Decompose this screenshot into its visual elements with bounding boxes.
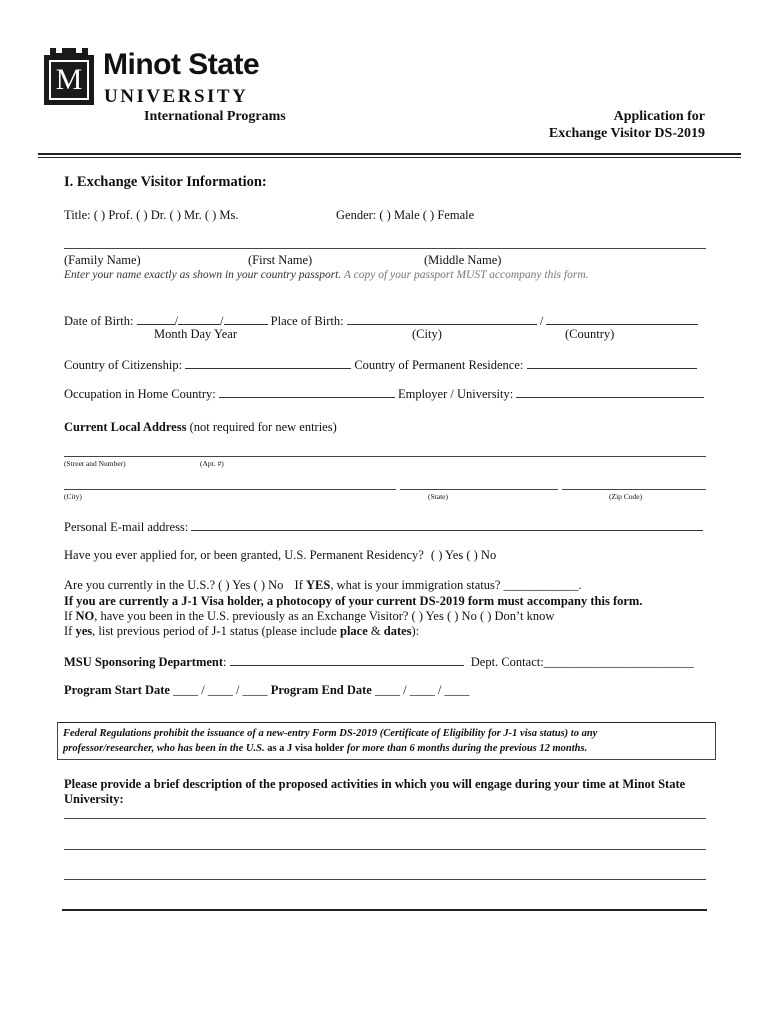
street-line[interactable] (64, 456, 706, 457)
email-field[interactable] (191, 519, 703, 531)
logo-name: Minot State (103, 48, 260, 81)
name-note: Enter your name exactly as shown in your country passport. (64, 269, 342, 281)
dept-contact-field[interactable]: Dept. Contact:________________________ (470, 655, 694, 669)
citizenship-label: Country of Citizenship: (64, 358, 183, 372)
description-prompt-2: University: (64, 792, 124, 806)
previous-period-row: If yes, list previous period of J-1 status (please include place & dates): (64, 624, 420, 638)
gender-options[interactable]: Gender: ( ) Male ( ) Female (336, 208, 475, 222)
sponsoring-department-field[interactable] (230, 654, 464, 666)
us-row (64, 578, 582, 593)
program-end-label: Program End Date (270, 683, 372, 697)
passport-note: A copy of your passport MUST accompany this form. (343, 269, 589, 281)
address-label-note: (not required for new entries) (186, 420, 337, 434)
j1-holder-note: If you are currently a J-1 Visa holder, a photocopy of your current DS-2019 form must accompany this form. (64, 594, 643, 608)
employer-label: Employer / University: (397, 387, 514, 401)
university-logo (40, 45, 262, 107)
citizenship-row (64, 357, 697, 373)
title-options[interactable]: Title: ( ) Prof. ( ) Dr. ( ) Mr. ( ) Ms. (64, 208, 239, 222)
birth-country-field[interactable] (546, 313, 698, 325)
residence-field[interactable] (527, 357, 697, 369)
federal-regulations-notice (57, 722, 716, 760)
immigration-status[interactable]: If YES, what is your immigration status? ____________. (294, 578, 582, 592)
occupation-label: Occupation in Home Country: (64, 387, 216, 401)
apt-hint: (Apt. #) (200, 459, 224, 468)
state-hint: (State) (428, 492, 448, 501)
pr-row (64, 548, 496, 563)
occupation-field[interactable] (219, 386, 395, 398)
dob-year-field[interactable] (224, 313, 268, 325)
zip-hint: (Zip Code) (609, 492, 643, 501)
description-prompt-1: Please provide a brief description of the proposed activities in which you will engage during your time at Minot State (64, 777, 686, 791)
occupation-row (64, 386, 704, 402)
first-name-hint: (First Name) (248, 253, 313, 267)
program-end-field[interactable]: ____ / ____ / ____ (371, 683, 470, 697)
dob-label: Date of Birth: (64, 314, 134, 328)
notice-line-1: Federal Regulations prohibit the issuance of a new-entry Form DS-2019 (Certificate of Eligibility for J-1 visa status) to any (63, 728, 598, 739)
previous-exchange-row[interactable]: If NO, have you been in the U.S. previously as an Exchange Visitor? ( ) Yes ( ) No ( ) Don’t know (64, 609, 555, 623)
program-start-field[interactable]: ____ / ____ / ____ (169, 683, 271, 697)
citizenship-field[interactable] (185, 357, 351, 369)
logo-subtitle: UNIVERSITY (104, 86, 249, 107)
dob-day-field[interactable] (178, 313, 220, 325)
program-start-label: Program Start Date (64, 683, 170, 697)
pr-question: Have you ever applied for, or been granted, U.S. Permanent Residency? (64, 548, 424, 562)
header-divider (38, 153, 741, 158)
dob-month-field[interactable] (137, 313, 175, 325)
application-title-2: Exchange Visitor DS-2019 (548, 126, 705, 141)
employer-field[interactable] (516, 386, 704, 398)
description-line-1[interactable] (64, 818, 706, 819)
full-name-line[interactable] (64, 248, 706, 249)
logo-letter: M (55, 63, 83, 96)
family-name-hint: (Family Name) (64, 253, 141, 267)
place-label: Place of Birth: (270, 314, 344, 328)
address-label-bold: Current Local Address (64, 420, 187, 434)
in-us-question[interactable]: Are you currently in the U.S.? ( ) Yes ( ) No (64, 578, 284, 592)
department-row: MSU Sponsoring Department: Dept. Contact:________________________ (64, 655, 694, 669)
name-instruction (64, 269, 589, 281)
birth-city-field[interactable] (347, 313, 537, 325)
email-row (64, 519, 703, 535)
address-label (64, 420, 337, 435)
residence-label: Country of Permanent Residence: (354, 358, 524, 372)
description-line-2[interactable] (64, 849, 706, 850)
birth-city-hint: (City) (412, 327, 442, 341)
application-title-1: Application for (613, 109, 705, 124)
department-name: International Programs (144, 109, 286, 124)
notice-line-2: professor/researcher, who has been in the U.S. as a J visa holder for more than 6 months during the previous 12 months. (63, 743, 588, 754)
section-heading: I. Exchange Visitor Information: (64, 174, 267, 190)
sponsoring-department-label: MSU Sponsoring Department (64, 655, 224, 669)
email-label: Personal E-mail address: (64, 520, 189, 534)
birth-country-hint: (Country) (565, 327, 615, 341)
description-line-3[interactable] (64, 879, 706, 880)
city-line[interactable] (64, 489, 396, 490)
pr-options[interactable]: ( ) Yes ( ) No (430, 548, 497, 562)
birth-row: Date of Birth: / / Place of Birth: / (64, 313, 698, 329)
city-hint: (City) (64, 492, 82, 501)
program-dates-row (64, 683, 469, 698)
state-line[interactable] (400, 489, 558, 490)
footer-divider (62, 909, 707, 911)
middle-name-hint: (Middle Name) (424, 253, 502, 267)
dob-hint: Month Day Year (154, 327, 237, 341)
street-hint: (Street and Number) (64, 459, 126, 468)
zip-line[interactable] (562, 489, 706, 490)
